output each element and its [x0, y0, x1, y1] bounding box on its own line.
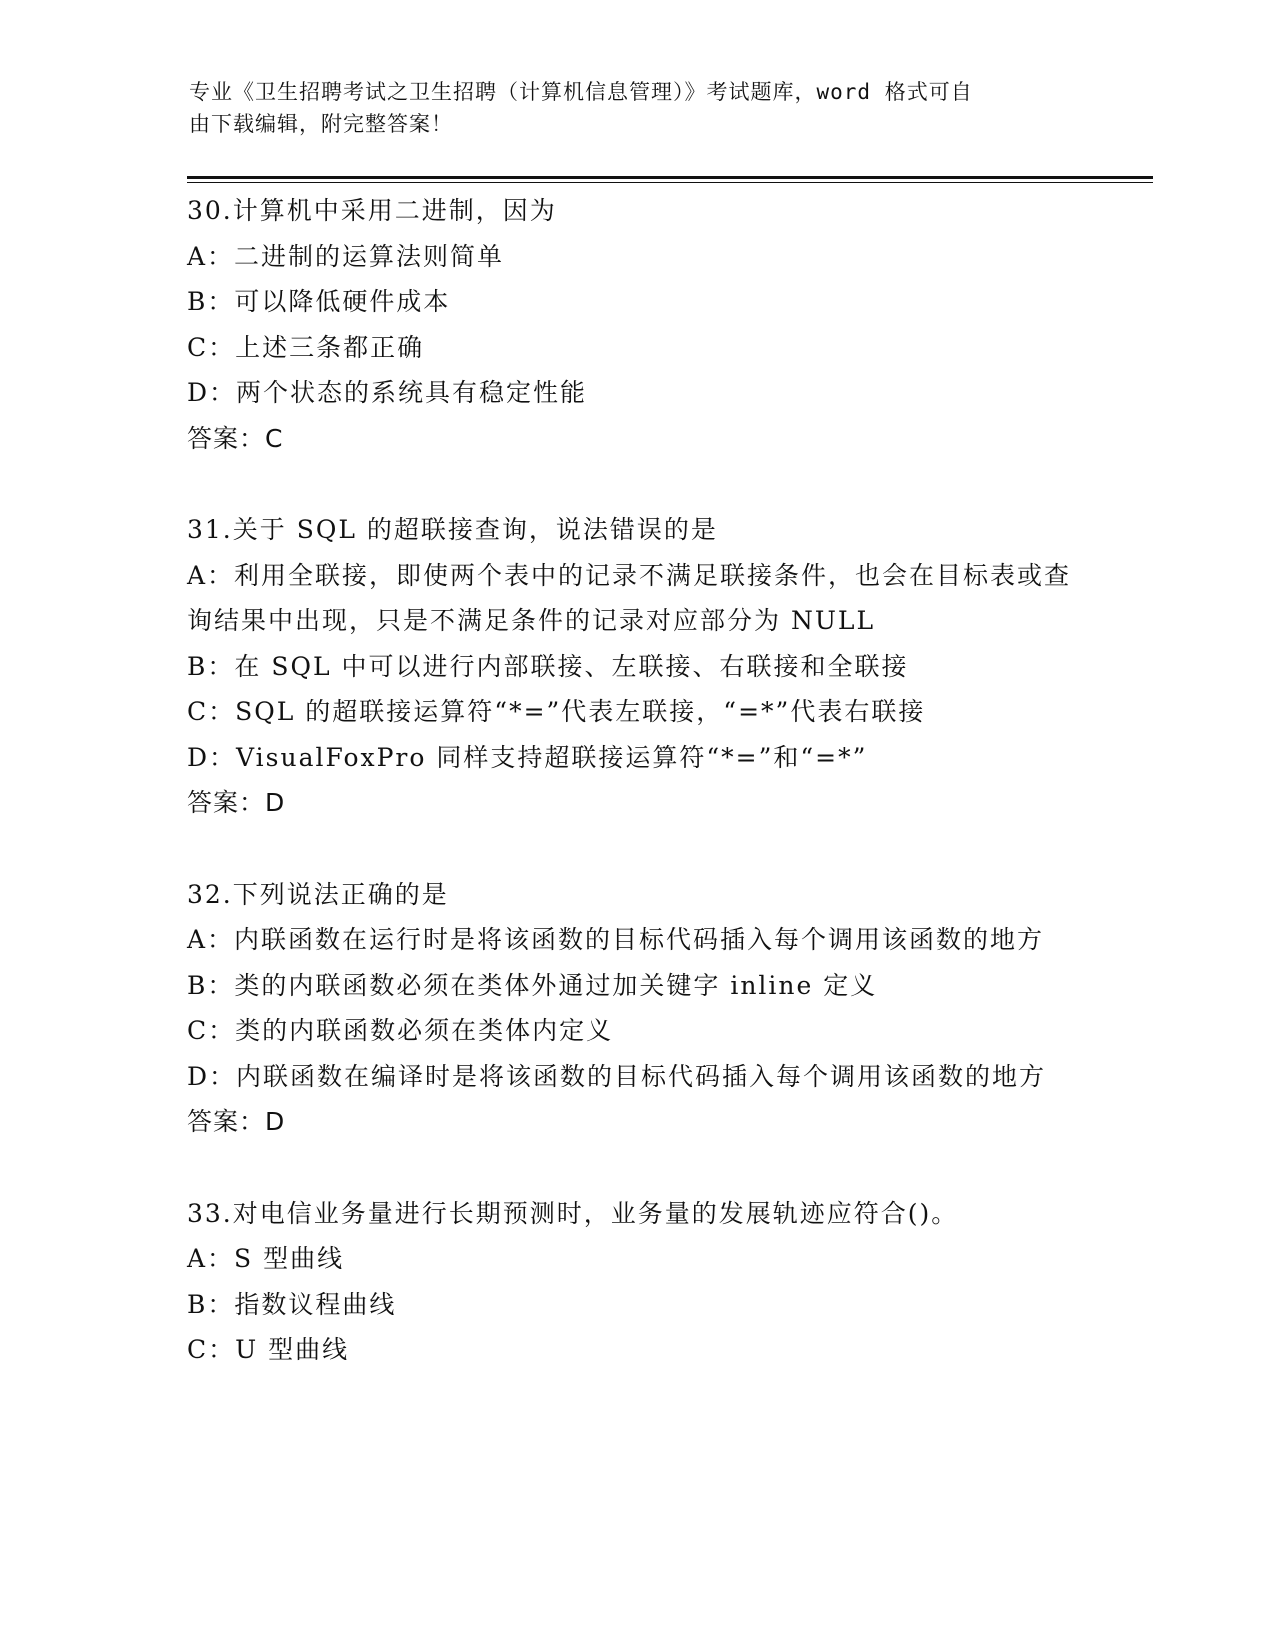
option-a: A：二进制的运算法则简单	[187, 241, 505, 271]
question-stem: 32.下列说法正确的是	[187, 879, 449, 909]
option-d: D：VisualFoxPro 同样支持超联接运算符“*=”和“=*”	[187, 742, 868, 772]
header-line-1: 专业《卫生招聘考试之卫生招聘（计算机信息管理）》考试题库，word 格式可自	[189, 80, 973, 104]
header-divider-thin	[187, 182, 1153, 183]
option-a: A：内联函数在运行时是将该函数的目标代码插入每个调用该函数的地方	[187, 925, 1045, 954]
header-line-2: 由下载编辑，附完整答案！	[189, 112, 453, 136]
question-32	[187, 872, 1087, 1145]
option-b: B：可以降低硬件成本	[187, 287, 451, 316]
question-30	[187, 188, 1087, 461]
question-stem: 33.对电信业务量进行长期预测时，业务量的发展轨迹应符合()。	[187, 1198, 959, 1228]
answer-label: 答案：C	[187, 423, 284, 453]
option-b: B：在 SQL 中可以进行内部联接、左联接、右联接和全联接	[187, 651, 909, 681]
option-c: C：U 型曲线	[187, 1335, 350, 1364]
question-31	[187, 507, 1087, 826]
option-c: C：类的内联函数必须在类体内定义	[187, 1016, 614, 1045]
question-list	[187, 188, 1087, 1419]
option-d: D：内联函数在编译时是将该函数的目标代码插入每个调用该函数的地方	[187, 1061, 1047, 1091]
question-33	[187, 1191, 1087, 1373]
option-c: C：SQL 的超联接运算符“*=”代表左联接，“=*”代表右联接	[187, 697, 926, 726]
option-b: B：指数议程曲线	[187, 1289, 397, 1319]
option-b: B：类的内联函数必须在类体外通过加关键字 inline 定义	[187, 970, 878, 1000]
option-a: A：S 型曲线	[187, 1244, 345, 1273]
option-d: D：两个状态的系统具有稳定性能	[187, 378, 588, 407]
answer-label: 答案：D	[187, 1107, 286, 1136]
answer-label: 答案：D	[187, 788, 286, 817]
option-a: A：利用全联接，即使两个表中的记录不满足联接条件，也会在目标表或查询结果中出现，只是不满足条件的记录对应部分为 NULL	[187, 560, 1072, 635]
question-stem: 31.关于 SQL 的超联接查询，说法错误的是	[187, 515, 718, 544]
question-stem: 30.计算机中采用二进制，因为	[187, 196, 557, 225]
document-header	[189, 76, 1069, 140]
option-c: C：上述三条都正确	[187, 332, 425, 362]
header-divider-thick	[187, 176, 1153, 179]
